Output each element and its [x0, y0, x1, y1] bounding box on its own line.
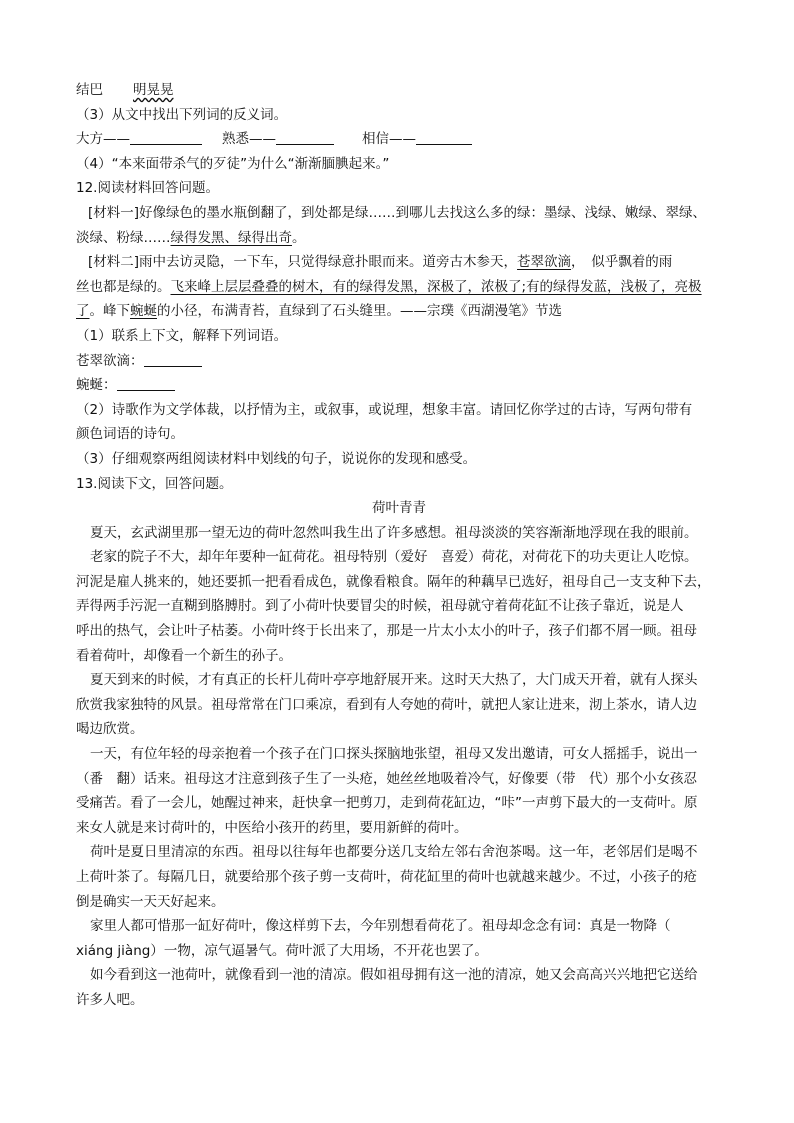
definition-row: 蜿蜒： [76, 373, 722, 398]
article-paragraph: 夏天到来的时候，才有真正的长杆儿荷叶亭亭地舒展开来。这时天大热了，大门成天开着，就有人探头 [90, 672, 698, 689]
antonym-row [76, 127, 722, 152]
article-paragraph: 呼出的热气，会让叶子枯萎。小荷叶终于长出来了，那是一片太小太小的叶子，孩子们都不屑一顾。祖母 [76, 623, 697, 640]
article-paragraph: 许多人吧。 [76, 991, 144, 1008]
antonym-xiangxin: 相信—— [362, 131, 416, 148]
antonym-shuxi: 熟悉—— [222, 131, 276, 148]
document-page [76, 78, 722, 1013]
material-2-line: 了。峰下蜿蜒的小径，布满青苔，直绿到了石头缝里。——宗璞《西湖漫笔》节选 [76, 303, 562, 320]
material-1-line: 淡绿、粉绿……绿得发黑、绿得出奇。 [76, 229, 306, 246]
article-paragraph: 喝边欣赏。 [76, 721, 144, 738]
article-paragraph: xiáng jiàng）一物，凉气逼暑气。荷叶派了大用场，不开花也罢了。 [76, 942, 488, 959]
underlined-sentence: 飞来峰上层层叠叠的树木，有的绿得发黑，深极了，浓极了;有的绿得发蓝，浅极了，亮极 [170, 278, 702, 295]
article-title: 荷叶青青 [372, 500, 426, 517]
question-4: （4）“本来面带杀气的歹徒”为什么“渐渐腼腆起来。” [76, 155, 390, 172]
material-2-line: [材料二]雨中去访灵隐，一下车，只觉得绿意扑眼而来。道旁古木参天，苍翠欲滴， 似乎飘着的雨 [88, 254, 673, 271]
article-paragraph: 一天，有位年轻的母亲抱着一个孩子在门口探头探脑地张望，祖母又发出邀请，可女人摇摇手，说出一 [90, 746, 698, 763]
question-12-1: （1）联系上下文，解释下列词语。 [76, 327, 288, 344]
material-2-line: 丝也都是绿的。飞来峰上层层叠叠的树木，有的绿得发黑，深极了，浓极了;有的绿得发蓝，浅极了，亮极 [76, 278, 702, 295]
answer-blank[interactable] [276, 130, 334, 145]
antonym-dafang: 大方—— [76, 131, 130, 148]
question-12-2: 颜色词语的诗句。 [76, 426, 184, 443]
question-13-heading: 13.阅读下文，回答问题。 [76, 475, 233, 492]
answer-blank[interactable] [144, 352, 202, 367]
question-12-3: （3）仔细观察两组阅读材料中划线的句子，说说你的发现和感受。 [76, 450, 477, 467]
word-cangcuiyudi: 苍翠欲滴 [517, 254, 572, 271]
material-1-line: [材料一]好像绿色的墨水瓶倒翻了，到处都是绿……到哪儿去找这么多的绿：墨绿、浅绿、嫩绿、翠绿、 [88, 204, 707, 221]
word-minghuanghuang: 明晃晃 [133, 82, 174, 98]
article-paragraph: 欣赏我家独特的风景。祖母常常在门口乘凉，看到有人夸她的荷叶，就把人家让进来，沏上茶水，请人边 [76, 696, 697, 713]
article-paragraph: 来女人就是来讨荷叶的，中医给小孩开的药里，要用新鲜的荷叶。 [76, 819, 468, 836]
article-paragraph: 看着荷叶，却像看一个新生的孙子。 [76, 647, 292, 664]
word-wanyan: 蜿蜒 [130, 303, 157, 320]
text-line [76, 78, 722, 103]
article-paragraph: 倒是确实一天天好起来。 [76, 893, 225, 910]
answer-blank[interactable] [130, 130, 202, 145]
underlined-sentence: 绿得发黑、绿得出奇 [170, 229, 292, 246]
article-paragraph: 老家的院子不大，却年年要种一缸荷花。祖母特别（爱好 喜爱）荷花，对荷花下的功夫更让人吃惊。 [90, 549, 698, 566]
question-12-2: （2）诗歌作为文学体裁，以抒情为主，或叙事，或说理，想象丰富。请回忆你学过的古诗，写两句带有 [76, 401, 693, 418]
article-paragraph: 如今看到这一池荷叶，就像看到一池的清凉。假如祖母拥有这一池的清凉，她又会高高兴兴地把它送给 [90, 967, 698, 984]
article-paragraph: 家里人都可惜那一缸好荷叶，像这样剪下去，今年别想看荷花了。祖母却念念有词：真是一物降（ [90, 918, 671, 935]
article-paragraph: （番 翻）话来。祖母这才注意到孩子生了一头疮，她丝丝地吸着冷气，好像要（带 代）那个小女孩忍 [76, 770, 697, 787]
definition-row: 苍翠欲滴： [76, 349, 722, 374]
article-paragraph: 弄得两手污泥一直糊到胳膊肘。到了小荷叶快要冒尖的时候，祖母就守着荷花缸不让孩子靠近，说是人 [76, 598, 684, 615]
question-3: （3）从文中找出下列词的反义词。 [76, 106, 288, 123]
question-12-heading: 12.阅读材料回答问题。 [76, 180, 219, 197]
article-paragraph: 上荷叶茶了。每隔几日，就要给那个孩子剪一支荷叶，荷花缸里的荷叶也就越来越少。不过，小孩子的疮 [76, 869, 697, 885]
article-paragraph: 河泥是雇人挑来的，她还要抓一把看看成色，就像看粮食。隔年的种藕早已选好，祖母自己一支支种下去， [76, 573, 711, 590]
article-paragraph: 受痛苦。看了一会儿，她醒过神来，赶快拿一把剪刀，走到荷花缸边，“咔”一声剪下最大的一支荷叶。原 [76, 795, 698, 812]
answer-blank[interactable] [117, 376, 175, 391]
word-jieba: 结巴 [76, 82, 103, 98]
article-paragraph: 荷叶是夏日里清凉的东西。祖母以往每年也都要分送几支给左邻右舍泡茶喝。这一年，老邻居们是喝不 [90, 844, 698, 861]
article-paragraph: 夏天，玄武湖里那一望无边的荷叶忽然叫我生出了许多感想。祖母淡淡的笑容渐渐地浮现在我的眼前。 [90, 524, 698, 541]
answer-blank[interactable] [416, 130, 472, 145]
